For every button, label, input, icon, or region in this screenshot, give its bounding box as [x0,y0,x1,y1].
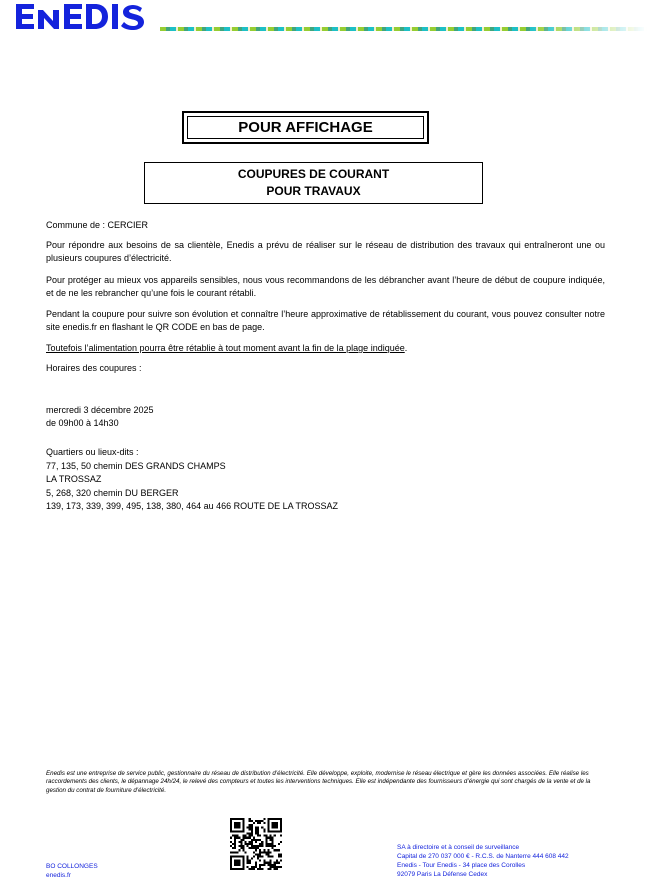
paragraph-intro: Pour répondre aux besoins de sa clientèle, Enedis a prévu de réaliser sur le réseau de distribution des travaux qui entraîneront une ou plusieurs coupures d’électricité. [46,240,605,263]
paragraph-protect: Pour protéger au mieux vos appareils sensibles, nous vous recommandons de les débrancher avant l’heure de début de coupure indiquée, et de ne les rebrancher qu’une fois le courant rétabli. [46,275,605,298]
location-item: 77, 135, 50 chemin DES GRANDS CHAMPS [46,461,226,471]
footer-legal-line: Enedis - Tour Enedis - 34 place des Corolles [397,862,526,869]
qr-code-icon [230,818,282,870]
warning-text: Toutefois l’alimentation pourra être rétablie à tout moment avant la fin de la plage indiquée [46,343,405,353]
footer-disclaimer: Enedis est une entreprise de service public, gestionnaire du réseau de distribution d’électricité. Elle développe, exploite, modernise le réseau électrique et gère les données associées. Elle réalise les raccordements des clients, le dépannage 24h/24, le relevé des compteurs et toutes les interventions techniques. Elle est indépendante des fournisseurs d’énergie qui sont chargés de la vente et de la gestion du contrat de fourniture d’électricité. [46,770,591,794]
footer-website-link[interactable]: enedis.fr [46,872,71,879]
brand-stripe [160,27,647,31]
affichage-label: POUR AFFICHAGE [187,116,424,139]
affichage-box [182,111,429,144]
horaires-label: Horaires des coupures : [46,363,142,373]
notice-title-line2: POUR TRAVAUX [266,184,361,198]
footer-right [397,843,569,879]
warning-line [46,342,605,355]
commune: Commune de : CERCIER [46,220,149,230]
qr-code[interactable] [230,818,282,870]
footer-legal-line: SA à directoire et à conseil de surveillance [397,844,520,851]
location-item: 5, 268, 320 chemin DU BERGER [46,488,179,498]
location-item: 139, 173, 339, 399, 495, 138, 380, 464 au 466 ROUTE DE LA TROSSAZ [46,501,339,511]
quartiers-label: Quartiers ou lieux-dits : [46,447,139,457]
notice-title-box [144,162,483,204]
notice-title-line1: COUPURES DE COURANT [237,167,390,181]
outage-date: mercredi 3 décembre 2025 [46,405,154,415]
outage-time: de 09h00 à 14h30 [46,418,119,428]
footer-office: BO COLLONGES [46,863,98,870]
warning-period: . [404,343,408,353]
footer-legal-line: Capital de 270 037 000 € - R.C.S. de Nanterre 444 608 442 [397,853,569,860]
footer-left [46,862,98,880]
enedis-logo-icon [14,2,159,32]
paragraph-qr: Pendant la coupure pour suivre son évolution et connaître l’heure approximative de rétablissement du courant, vous pouvez consulter notre site enedis.fr en flashant le QR CODE en bas de page. [46,309,605,332]
enedis-logo [14,2,159,37]
footer-legal-line: 92079 Paris La Défense Cedex [397,871,488,878]
location-item: LA TROSSAZ [46,474,102,484]
